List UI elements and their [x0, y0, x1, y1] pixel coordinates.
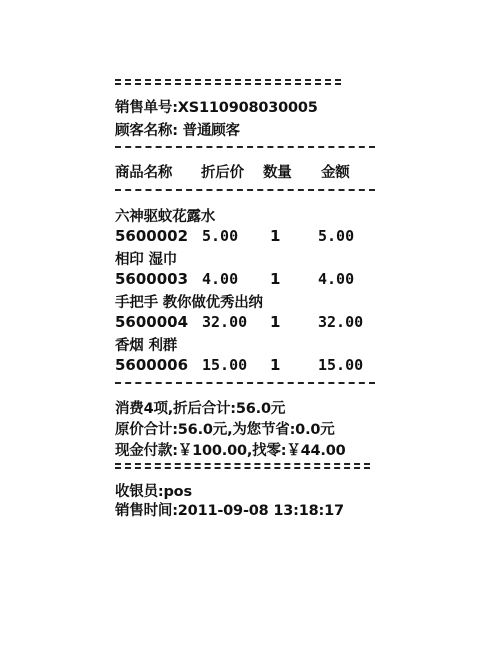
- separator-dashed: [115, 382, 375, 384]
- header-quantity: 数量: [263, 165, 292, 181]
- summary-total: 消费4项,折后合计:56.0元: [115, 401, 286, 417]
- customer-name: 顾客名称: 普通顾客: [115, 123, 240, 139]
- item-name: 六神驱蚊花露水: [115, 209, 216, 225]
- item-name: 相印 湿巾: [115, 252, 178, 268]
- summary-payment: 现金付款:￥100.00,找零:￥44.00: [115, 443, 346, 459]
- header-item-name: 商品名称: [115, 165, 173, 181]
- item-code: 5600003: [115, 270, 189, 288]
- separator-dashed: [115, 189, 375, 191]
- item-code: 5600006: [115, 356, 189, 374]
- item-quantity: 1: [270, 313, 281, 331]
- separator-double: [115, 79, 341, 85]
- item-code: 5600002: [115, 227, 189, 245]
- sale-time: 销售时间:2011-09-08 13:18:17: [115, 503, 344, 519]
- item-name: 香烟 利群: [115, 338, 178, 354]
- item-quantity: 1: [270, 227, 281, 245]
- item-quantity: 1: [270, 356, 281, 374]
- item-amount: 4.00: [318, 270, 355, 288]
- item-amount: 32.00: [318, 313, 364, 331]
- item-name: 手把手 教你做优秀出纳: [115, 295, 263, 311]
- item-quantity: 1: [270, 270, 281, 288]
- item-price: 15.00: [202, 356, 248, 374]
- separator-dashed: [115, 146, 375, 148]
- item-amount: 5.00: [318, 227, 355, 245]
- item-price: 5.00: [202, 227, 239, 245]
- item-amount: 15.00: [318, 356, 364, 374]
- item-price: 32.00: [202, 313, 248, 331]
- header-price: 折后价: [201, 165, 244, 181]
- item-price: 4.00: [202, 270, 239, 288]
- sale-number: 销售单号:XS110908030005: [115, 100, 318, 116]
- separator-double: [115, 463, 370, 469]
- item-code: 5600004: [115, 313, 189, 331]
- cashier: 收银员:pos: [115, 484, 192, 500]
- header-amount: 金额: [321, 165, 350, 181]
- summary-savings: 原价合计:56.0元,为您节省:0.0元: [115, 422, 335, 438]
